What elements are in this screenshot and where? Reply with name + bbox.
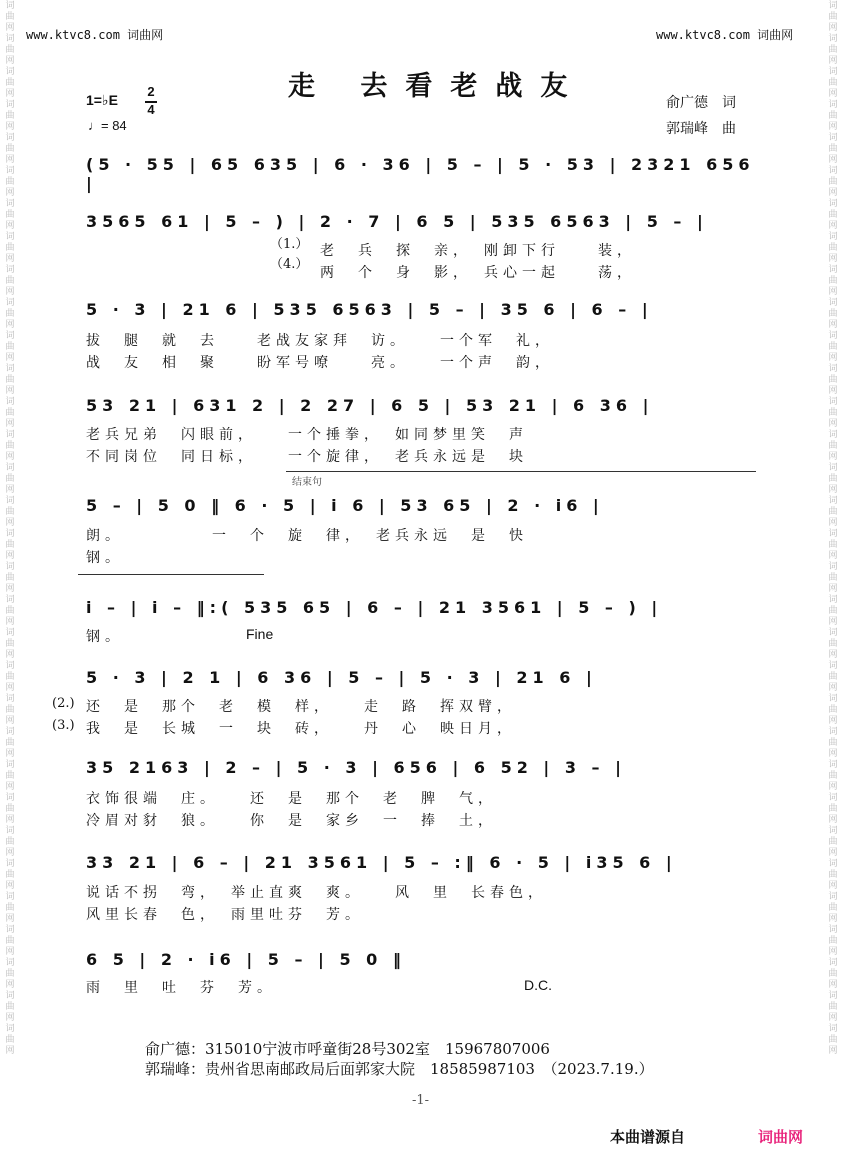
score-row bbox=[86, 950, 758, 974]
score-row bbox=[86, 396, 758, 420]
volta-bracket bbox=[78, 574, 264, 575]
verse-label: (2.) bbox=[52, 696, 75, 711]
score-row bbox=[86, 853, 758, 877]
lyrics-line: 战 友 相 聚 盼军号嘹 亮。 一个声 韵， bbox=[86, 355, 554, 371]
site-header-left: www.ktvc8.com 词曲网 bbox=[26, 28, 164, 42]
ending-tag: 结束句 bbox=[292, 477, 322, 488]
lyricist-address: 俞广德：315010宁波市呼童街28号302室 15967807006 bbox=[145, 1040, 550, 1058]
lyrics-line: 钢。 bbox=[86, 629, 124, 645]
source-label: 本曲谱源自 bbox=[610, 1129, 686, 1146]
score-row bbox=[86, 496, 758, 520]
lyrics-line: 老 兵 探 亲， 刚卸下行 装， bbox=[320, 243, 636, 259]
ending-bracket bbox=[286, 471, 756, 473]
watermark-left: 词曲网词曲网词曲网词曲网词曲网词曲网词曲网词曲网词曲网词曲网词曲网词曲网词曲网词曲网词曲网词曲网词曲网词曲网词曲网词曲网词曲网词曲网词曲网词曲网词曲网词曲网词曲网词曲网词曲网词曲网词曲网词曲网 bbox=[5, 0, 15, 1055]
lyrics-line: 雨 里 吐 芬 芳。 bbox=[86, 980, 276, 996]
lyrics-line: 朗。 一 个 旋 律， 老兵永远 是 快 bbox=[86, 528, 528, 544]
note-line: 5 · 3 | 2 1 | 6 36 | 5 – | 5 · 3 | 21 6 | bbox=[86, 668, 597, 687]
note-line: 53 21 | 631 2 | 2 27 | 6 5 | 53 21 | 6 36 | bbox=[86, 396, 654, 415]
lyrics-line: 我 是 长城 一 块 砖， 丹 心 映日月， bbox=[86, 721, 516, 737]
note-line: i – | i – ‖:( 535 65 | 6 – | 21 3561 | 5 – ) | bbox=[86, 598, 663, 617]
lyrics-line: 老兵兄弟 闪眼前， 一个捶拳， 如同梦里笑 声 bbox=[86, 427, 528, 443]
page-number: -1- bbox=[412, 1093, 430, 1108]
time-signature-bottom: 4 bbox=[147, 102, 155, 117]
dc-marking: D.C. bbox=[524, 977, 552, 993]
brand-link[interactable]: 词曲网 bbox=[758, 1129, 804, 1146]
tempo-marking: ♩= 84 bbox=[88, 118, 127, 133]
composer-credit: 郭瑞峰 曲 bbox=[666, 121, 736, 137]
site-header-right: www.ktvc8.com 词曲网 bbox=[656, 28, 794, 42]
score-row bbox=[86, 155, 758, 193]
time-signature-top: 2 bbox=[147, 84, 155, 99]
composer-address: 郭瑞峰：贵州省思南邮政局后面郭家大院 18585987103 （2023.7.19.） bbox=[145, 1060, 654, 1078]
verse-label: (3.) bbox=[52, 718, 75, 733]
note-line: 5 – | 5 0 ‖ 6 · 5 | i 6 | 53 65 | 2 · i6 | bbox=[86, 496, 604, 515]
note-line: (5 · 55 | 65 635 | 6 · 36 | 5 – | 5 · 53 | 2321 656 | bbox=[86, 155, 755, 193]
song-title: 走 去看老战友 bbox=[288, 71, 586, 102]
lyrics-line: 冷眉对豺 狼。 你 是 家乡 一 捧 土， bbox=[86, 813, 497, 829]
note-line: 6 5 | 2 · i6 | 5 – | 5 0 ‖ bbox=[86, 950, 406, 969]
score-row bbox=[86, 212, 758, 236]
note-line: 35 2163 | 2 – | 5 · 3 | 656 | 6 52 | 3 – | bbox=[86, 758, 626, 777]
verse-label: （1.） bbox=[270, 237, 309, 252]
fine-marking: Fine bbox=[246, 626, 274, 642]
score-row bbox=[86, 598, 758, 622]
score-row bbox=[86, 668, 758, 692]
lyrics-line: 还 是 那个 老 模 样， 走 路 挥双臂， bbox=[86, 699, 516, 715]
note-line: 5 · 3 | 21 6 | 535 6563 | 5 – | 35 6 | 6 – | bbox=[86, 300, 653, 319]
lyricist-credit: 俞广德 词 bbox=[666, 95, 736, 111]
lyrics-line: 不同岗位 同日标， 一个旋律， 老兵永远是 块 bbox=[86, 449, 528, 465]
watermark-right: 词曲网词曲网词曲网词曲网词曲网词曲网词曲网词曲网词曲网词曲网词曲网词曲网词曲网词曲网词曲网词曲网词曲网词曲网词曲网词曲网词曲网词曲网词曲网词曲网词曲网词曲网词曲网词曲网词曲网词曲网词曲网词曲网 bbox=[828, 0, 838, 1055]
lyrics-line: 说话不拐 弯， 举止直爽 爽。 风 里 长春色， bbox=[86, 885, 547, 901]
score-row bbox=[86, 758, 758, 782]
verse-label: （4.） bbox=[270, 257, 309, 272]
score-row bbox=[86, 300, 758, 324]
lyrics-line: 衣饰很端 庄。 还 是 那个 老 脾 气， bbox=[86, 791, 497, 807]
lyrics-line: 风里长春 色， 雨里吐芬 芳。 bbox=[86, 907, 364, 923]
lyrics-line: 钢。 bbox=[86, 550, 124, 566]
key-signature: 1=♭E bbox=[86, 92, 118, 108]
note-line: 3565 61 | 5 – ) | 2 · 7 | 6 5 | 535 6563 | 5 – | bbox=[86, 212, 708, 231]
lyrics-line: 两 个 身 影， 兵心一起 荡， bbox=[320, 265, 636, 281]
lyrics-line: 拔 腿 就 去 老战友家拜 访。 一个军 礼， bbox=[86, 333, 554, 349]
note-line: 33 21 | 6 – | 21 3561 | 5 – :‖ 6 · 5 | i35 6 | bbox=[86, 853, 677, 872]
